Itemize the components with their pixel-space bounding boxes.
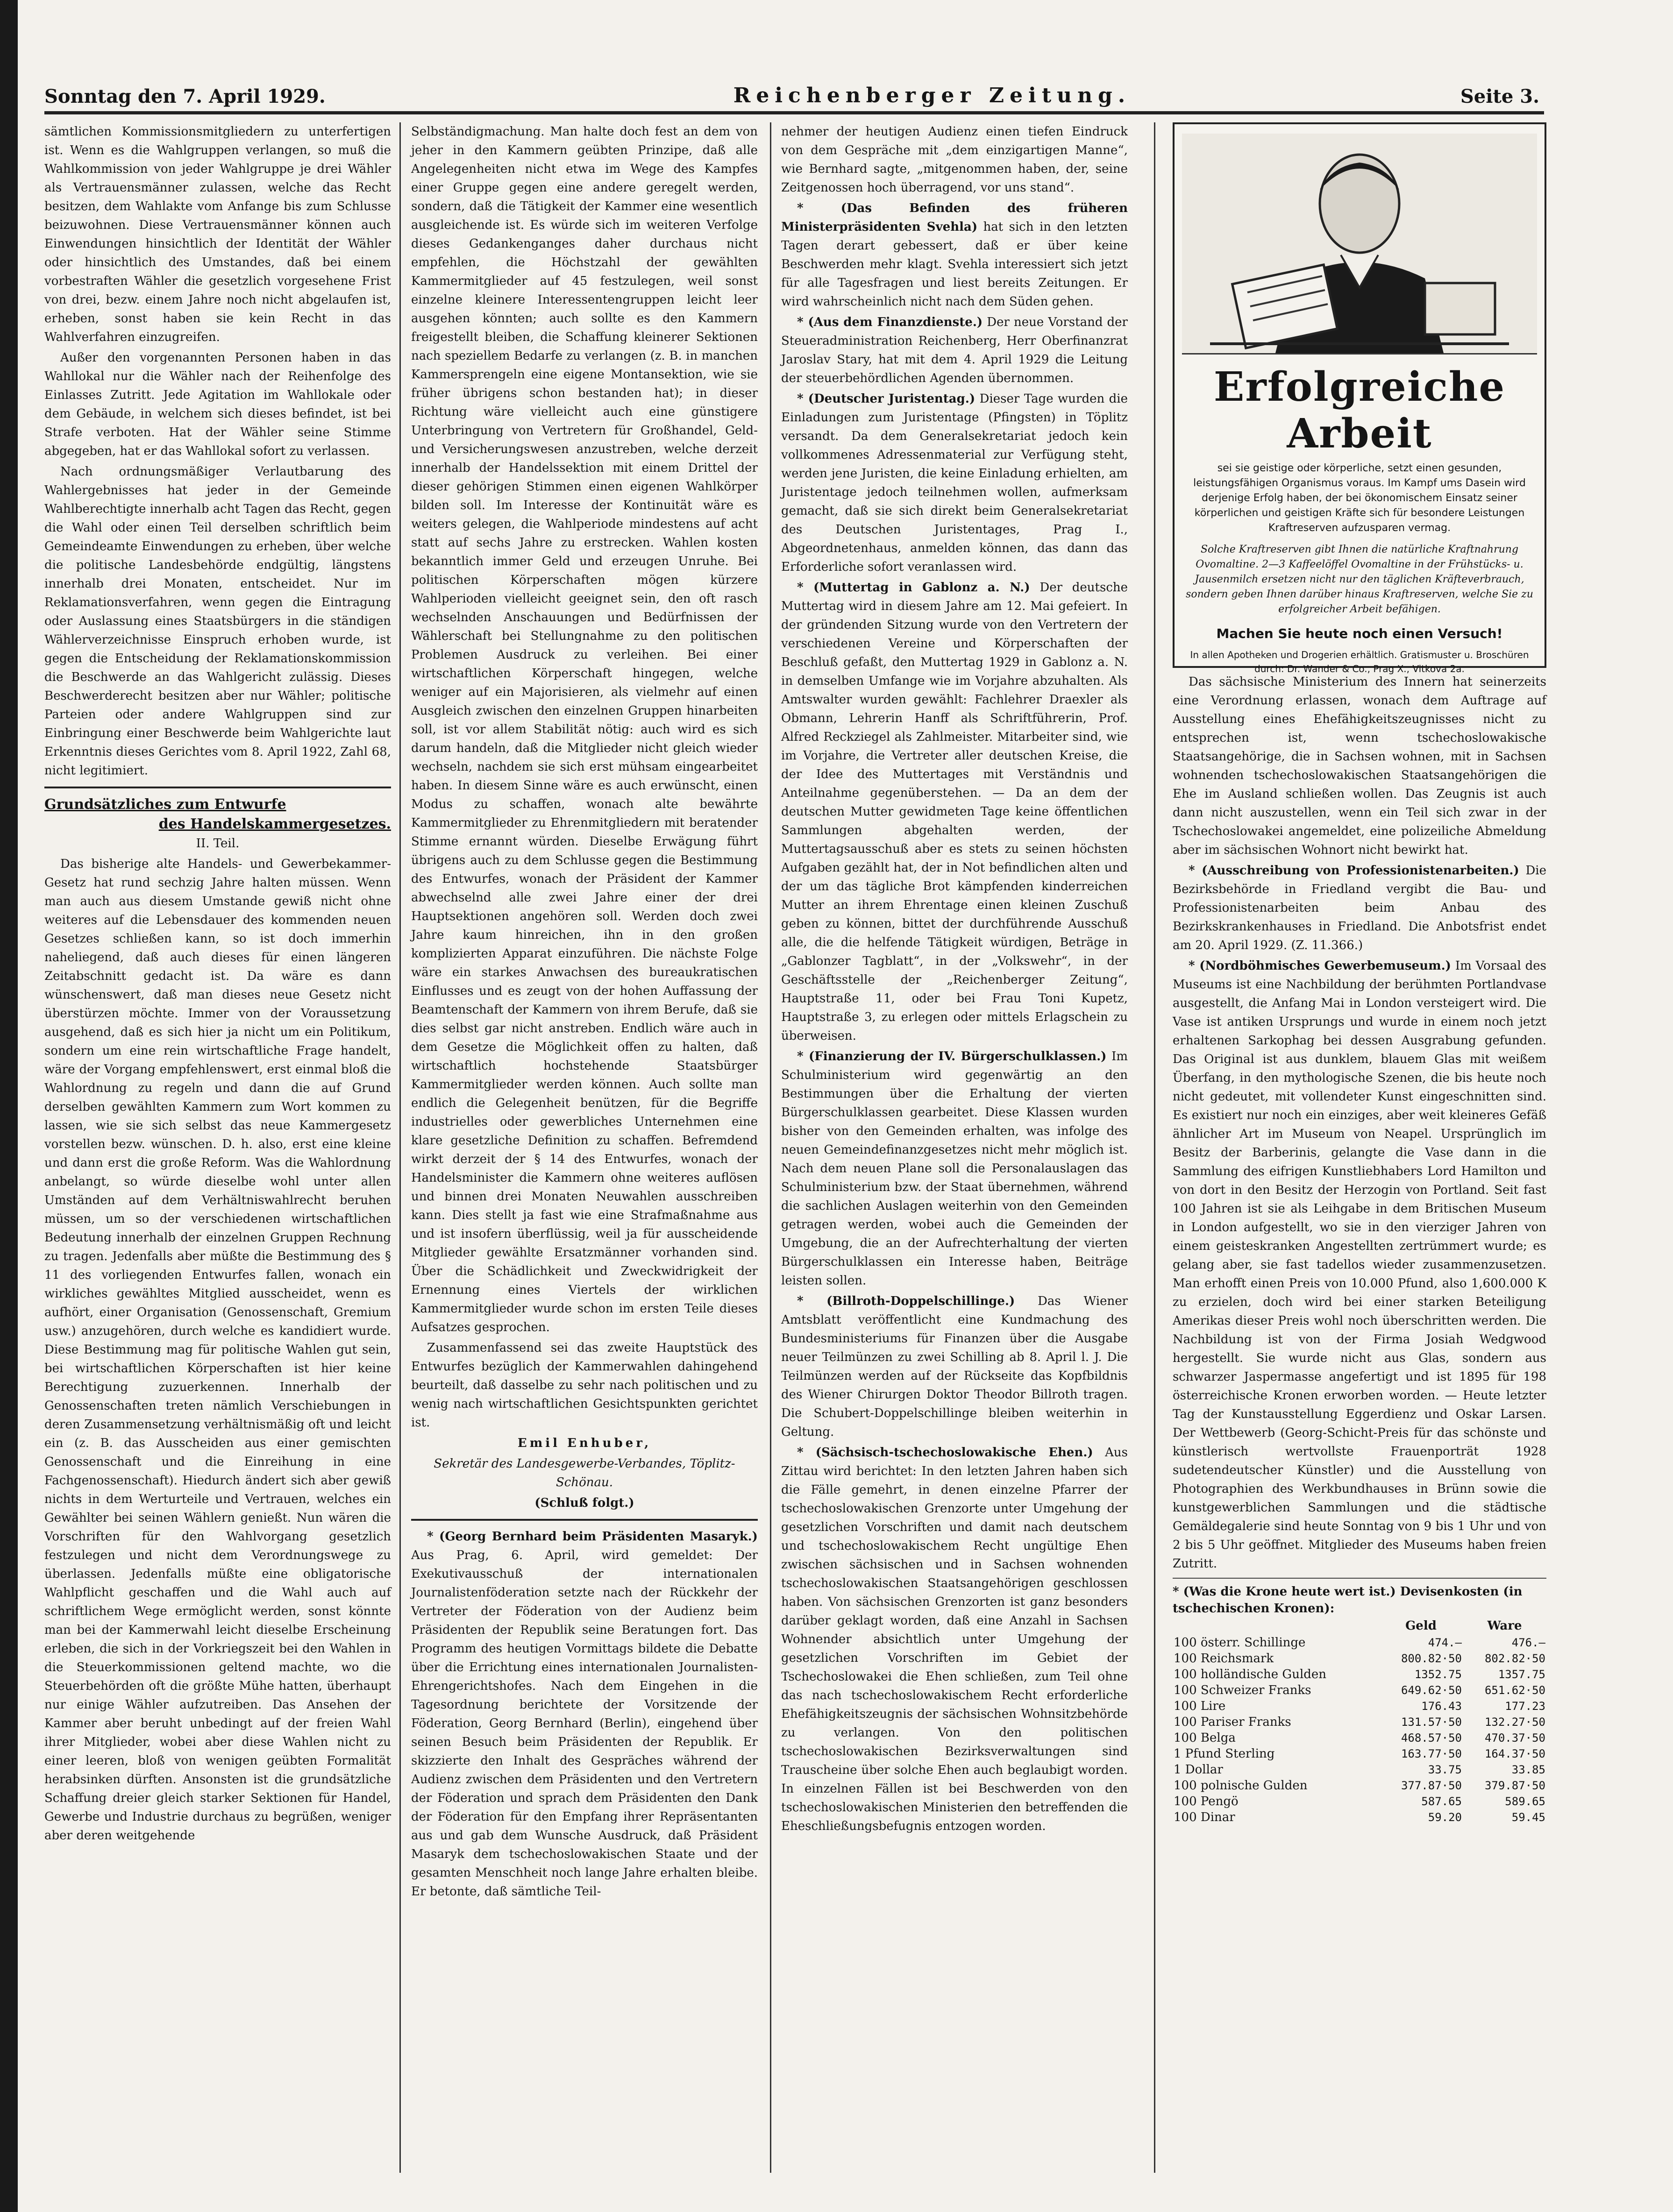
- section-rule: [1173, 1578, 1546, 1579]
- column-3: [781, 122, 1128, 1837]
- currency: 100 Pariser Franks: [1174, 1715, 1291, 1729]
- table-row: [1173, 1682, 1546, 1698]
- paragraph: Das sächsische Ministerium des Innern hat seinerzeits eine Verordnung erlassen, wonach dem Auftrage auf Ausstellung eines Ehefähigkeitszeugnisses nicht zu entsprechen ist, wenn tschechoslowakische Staatsangehörige, die in Sachsen wohnen, mit in Sachsen wohnenden tschechoslowakischen Staatsangehörigen die Ehe im Ausland schließen wollen. Das Zeugnis ist auch dann nicht auszustellen, wenn ein Teil sich zwar in der Tschechoslowakei angemeldet, eine polizeiliche Abmeldung aber im sächsischen Wohnort nicht bewirkt hat.: [1173, 675, 1546, 857]
- column-header: Geld: [1405, 1619, 1437, 1633]
- column-divider: [770, 122, 771, 2173]
- paragraph: nehmer der heutigen Audienz einen tiefen Eindruck von dem Gespräche mit „dem einzigartigen Manne“, wie Bernhard sagte, „mitgenommen haben, der, seine Zeitgenossen hoch überragend, vor uns stand“.: [781, 125, 1128, 195]
- column-4: [1173, 122, 1546, 1825]
- bid: 474.—: [1428, 1636, 1462, 1649]
- currency: 100 polnische Gulden: [1174, 1779, 1308, 1793]
- bid: 131.57·50: [1401, 1716, 1462, 1729]
- ask: 1357.75: [1498, 1668, 1545, 1681]
- news-text: Dieser Tage wurden die Einladungen zum Juristentage (Pfingsten) in Töplitz versandt. Da dem Generalsekretariat jedoch kein vollkommenes Adressenmaterial zur Verfügung steht, werden jene Juristen, die keine Einladung erhielten, am Juristentage jedoch teilnehmen wollen, aufmerksam gemacht, daß sie sich direkt beim Generalsekretariat des Deutschen Juristentages, Prag I., Abgeordnetenhaus, anmelden können, das dann das Erforderliche sofort veranlassen wird.: [781, 392, 1128, 574]
- news-text: Im Vorsaal des Museums ist eine Nachbildung der berühmten Portlandvase ausgestellt, die Anfang Mai in London versteigert wird. Die Vase ist antiken Ursprungs und wurde in einem noch jetzt erhaltenen Sarkophag bei dessen Ausgrabung gefunden. Das Original ist aus dunklem, blauem Glas mit weißem Überfang, in den mythologische Szenen, die bis heute noch nicht gedeutet, mit vollendeter Kunst eingeschnitten sind. Es existiert nur noch ein einziges, aber weit kleineres Gefäß ähnlicher Art im Museum von Neapel. Ursprünglich im Besitz der Barberinis, gelangte die Vase dann in die Sammlung des eifrigen Kunstliebhabers Lord Hamilton und von dort in den Besitz der Herzogin von Portland. Seit fast 100 Jahren ist sie als Leihgabe in dem Britischen Museum in London aufgestellt, wo sie in den vierziger Jahren von einem geisteskranken Angestellten zertrümmert wurde; es gelang aber, sie fast tadellos wieder zusammenzusetzen. Man erhofft einen Preis von 10.000 Pfund, also 1,600.000 K zu erzielen, doch wird bei einer starken Beteiligung Amerikas dieser Preis wohl noch überschritten werden. Die Nachbildung ist von der Firma Josiah Wedgwood hergestellt. Sie wurde nicht aus Glas, sondern aus schwarzer Jaspermasse angefertigt und ist 1895 für 198 österreichische Kronen erworben worden. — Heute letzter Tag der Kunstausstellung Eggerdienz und Oskar Larsen. Der Wettbewerb (Georg-Schicht-Preis für das schönste und künstlerisch wertvollste Frauenporträt 1928 sudetendeutscher Künstler) und die Ausstellung von Photographien des Werkbundhauses in Brünn sowie die kunstgewerblichen Sammlungen und die städtische Gemäldegalerie sind heute Sonntag von 9 bis 1 Uhr und von 2 bis 5 Uhr geöffnet. Mitglieder des Museums haben freien Zutritt.: [1173, 959, 1546, 1571]
- exchange-rates-table: [1173, 1617, 1546, 1825]
- bid: 800.82·50: [1401, 1652, 1462, 1665]
- exchange-rates-title: * (Was die Krone heute wert ist.) Devisenkosten (in tschechischen Kronen):: [1173, 1585, 1523, 1616]
- ask: 651.62·50: [1484, 1684, 1545, 1697]
- ad-product-text: Solche Kraftreserven gibt Ihnen die natürliche Kraftnahrung Ovomaltine. 2—3 Kaffeelöffel Ovomaltine in der Frühstücks- u. Jausenmilch ersetzen nicht nur den täglichen Kräfteverbrauch, sondern geben Ihnen darüber hinaus Kraftreserven, welche Sie zu erfolgreicher Arbeit befähigen.: [1186, 544, 1533, 615]
- column-divider: [1154, 122, 1155, 2173]
- paragraph: Nach ordnungsmäßiger Verlautbarung des Wahlergebnisses hat jeder in der Gemeinde Wahlberechtigte innerhalb acht Tagen das Recht, gegen die Wahl oder einen Teil derselben schriftlich beim Gemeindeamte Einwendungen zu erheben, über welche die politische Landesbehörde endgültig, längstens innerhalb drei Monaten, entscheidet. Nur im Reklamationsverfahren, wenn gegen die Eintragung oder Auslassung eines Staatsbürgers in die ständigen Wählerverzeichnisse Einspruch erhoben wurde, ist gegen die Entscheidung der Reklamationskommission die Beschwerde an das Wahlgericht zulässig. Dieses Beschwerderecht besitzen aber nur Wähler; politische Parteien oder andere Wahlgruppen sind zur Einbringung einer Beschwerde beim Wahlgerichte laut Erkenntnis dieses Gerichtes vom 8. April 1922, Zahl 68, nicht legitimiert.: [44, 465, 391, 778]
- currency: 1 Pfund Sterling: [1174, 1747, 1275, 1761]
- table-row: [1173, 1698, 1546, 1714]
- paragraph: Selbständigmachung. Man halte doch fest an dem von jeher in den Kammern geübten Prinzipe, daß alle Angelegenheiten nicht etwa im Wege des Kampfes einer Gruppe gegen eine andere geregelt werden, sondern, daß die Tätigkeit der Kammer eine wesentlich ausgleichende ist. Es würde sich im weiteren Verfolge dieses Gedankenganges daher durchaus nicht empfehlen, die Höchstzahl der gewählten Kammermitglieder auf 45 festzulegen, weil sonst einzelne kleinere Interessentengruppen leicht leer ausgehen könnten; auch sollte es den Kammern freigestellt bleiben, die Schaffung kleinerer Sektionen nach speziellem Bedarfe zu verlangen (z. B. in manchen Kammersprengeln eine eigene Montansektion, wie sie früher übrigens schon bestanden hat); in dieser Richtung wäre vielleicht auch eine günstigere Unterbringung von Vertretern für Großhandel, Geld- und Versicherungswesen anzustreben, welche derzeit innerhalb der Handelssektion mit einem Drittel der dieser gehörigen Stimmen einen eigenen Wahlkörper bilden soll. Im Interesse der Kontinuität wäre es weiters gelegen, die Wahlperiode mindestens auf acht statt auf sechs Jahre zu erstrecken. Wahlen kosten bekanntlich immer Geld und erzeugen Unruhe. Bei politischen Körperschaften mögen kürzere Wahlperioden vielleicht geeignet sein, den oft rasch wechselnden Anschauungen und Bedürfnissen der Wählerschaft bei Stellungnahme zu den politischen Problemen Ausdruck zu verleihen. Bei einer wirtschaftlichen Körperschaft hingegen, welche weniger auf ein Majorisieren, als vielmehr auf einen Ausgleich zwischen den einzelnen Gruppen hinarbeiten soll, ist vor allem Stabilität nötig: auch wird es sich darum handeln, daß die Mitglieder nicht gleich wieder wechseln, nachdem sie sich erst mühsam eingearbeitet haben. In diesem Sinne wäre es auch erwünscht, einen Modus zu schaffen, wonach alte bewährte Kammermitglieder zu Ehrenmitgliedern mit beratender Stimme ernannt würden. Dieselbe Erwägung führt übrigens auch zu dem Schlusse gegen die Bestimmung des Entwurfes, wonach der Präsident der Kammer abwechselnd alle zwei Jahre einer der drei Hauptsektionen angehören soll. Werden doch zwei Jahre kaum hinreichen, ihn in den großen komplizierten Apparat einzuführen. Die nächste Folge wäre ein starkes Anwachsen des bureaukratischen Einflusses und es zeugt von der hohen Auffassung der Beamtenschaft der Kammern von ihrem Berufe, daß sie dies selbst gar nicht anstreben. Endlich wäre auch in dem Gesetze die Möglichkeit offen zu halten, daß wirtschaftlich hochstehende Staatsbürger Kammermitglieder werden können. Auch sollte man endlich die Gelegenheit benützen, für die Begriffe industrielles oder gewerbliches Unternehmen eine klare gesetzliche Definition zu schaffen. Befremdend wirkt derzeit der § 14 des Entwurfes, wonach der Handelsminister die Kammern ohne weiteres auflösen und binnen drei Monaten Neuwahlen ausschreiben kann. Dies stellt ja fast wie eine Strafmaßnahme aus und ist insofern überflüssig, weil ja für ausscheidende Mitglieder gewählte Ersatzmänner vorhanden sind. Über die Schädlichkeit und Zweckwidrigkeit der Ernennung eines Viertels der wirklichen Kammermitglieder wurde schon im ersten Teile dieses Aufsatzes gesprochen.: [411, 125, 758, 1334]
- section-rule: [411, 1519, 758, 1521]
- table-row: [1173, 1651, 1546, 1666]
- paragraph: Das bisherige alte Handels- und Gewerbekammer-Gesetz hat rund sechzig Jahre halten müssen. Wenn man auch aus diesem Umstande gewiß nicht ohne weiteres auf die Lebensdauer des kommenden neuen Gesetzes schließen kann, so ist doch immerhin naheliegend, daß auch dieses für einen längeren Zeitabschnitt gedacht ist. Da wäre es dann wünschenswert, daß man dieses neue Gesetz nicht überstürzen möchte. Immer von der Voraussetzung ausgehend, daß es sich hier ja nicht um ein Politikum, sondern um eine rein wirtschaftliche Frage handelt, wäre der Vorgang empfehlenswert, erst einmal bloß die Wahlordnung zu regeln und dann die auf Grund derselben gewählten Kammern zum Wort kommen zu lassen, wie sie sich selbst das neue Kammergesetz vorstellen bezw. wünschen. D. h. also, erst eine kleine und dann erst die große Reform. Was die Wahlordnung anbelangt, so würde dieselbe wohl unter allen Umständen auf dem Verhältniswahlrecht beruhen müssen, um so der verschiedenen wirtschaftlichen Bedeutung innerhalb der einzelnen Gruppen Rechnung zu tragen. Jedenfalls aber müßte die Bestimmung des § 11 des vorliegenden Entwurfes fallen, wonach ein wirkliches gewähltes Mitglied ausscheidet, wenn es aufhört, einer Organisation (Genossenschaft, Gremium usw.) anzugehören, durch welche es kandidiert wurde. Diese Bestimmung mag für politische Wahlen gut sein, bei wirtschaftlichen Körperschaften ist hier keine Berechtigung zuzuerkennen. Innerhalb der Genossenschaften treten nämlich Verschiebungen in deren Zusammensetzung verhältnismäßig oft und leicht ein (z. B. das Ausscheiden aus einer gemischten Genossenschaft und die Einreihung in eine Fachgenossenschaft). Hiedurch ändert sich aber gewiß nichts in dem Werturteile und Vertrauen, welches ein Gewählter bei seinen Wählern genießt. Nun wären die Vorschriften für den Wahlvorgang gesetzlich festzulegen und nicht dem Verordnungswege zu überlassen. Jedenfalls müßte eine obligatorische Wahlpflicht geschaffen und die Wahl auch auf schriftlichem Wege ermöglicht werden, sonst könnte man bei der Kammerwahl leicht dieselbe Erscheinung erleben, die sich in der Vorkriegszeit bei den Wahlen in die Steuerkommissionen geltend machte, wo die Steuerbehörden oft die größte Mühe hatten, überhaupt nur einige Wähler aufzutreiben. Das Ansehen der Kammer aber beruht unbedingt auf der freien Wahl ihrer Mitglieder, wobei aber diese Wahlen nicht zu einer leeren, bloß von wenigen geübten Formalität herabsinken dürften. Ansonsten ist die grundsätzliche Schaffung dreier gleich starker Sektionen für Handel, Gewerbe und Industrie durchaus zu begrüßen, weniger aber deren weitgehende: [44, 857, 391, 1843]
- table-header-row: [1173, 1617, 1546, 1635]
- news-item: [781, 199, 1128, 311]
- column-header: Ware: [1487, 1619, 1522, 1633]
- author-name: Emil Enhuber,: [517, 1436, 652, 1450]
- bid: 587.65: [1421, 1795, 1462, 1808]
- news-lead: * (Georg Bernhard beim Präsidenten Masaryk.): [427, 1530, 758, 1544]
- ad-footer-text: In allen Apotheken und Drogerien erhältlich. Gratismuster u. Broschüren durch: Dr. Wander & Co., Prag X., Vitkova 2a.: [1190, 649, 1529, 674]
- table-row: [1173, 1762, 1546, 1778]
- ask: 132.27·50: [1484, 1716, 1545, 1729]
- ad-illustration: [1182, 134, 1537, 354]
- ask: 470.37·50: [1484, 1731, 1545, 1744]
- news-text: Der deutsche Muttertag wird in diesem Jahre am 12. Mai gefeiert. In der gründenden Sitzung wurde von den Vertretern der verschiedenen Vereine und Körperschaften der Beschluß gefaßt, den Muttertag 1929 in Gablonz a. N. in demselben Umfange wie im Vorjahre abzuhalten. Als Amtswalter wurden gewählt: Fachlehrer Draexler als Obmann, Lehrerin Hanff als Schriftführerin, Prof. Alfred Reckziegel als Zahlmeister. Mitarbeiter sind, wie im Vorjahre, die Vertreter aller deutschen Kreise, die der Idee des Muttertages mit Verständnis und Anteilnahme gegenüberstehen. — Da an dem der deutschen Mutter gewidmeten Tage keine öffentlichen Sammlungen abgehalten werden, der Muttertagsausschuß aber es stets zu seinen höchsten Aufgaben gezählt hat, der in Not befindlichen alten und der um das tägliche Brot kämpfenden kinderreichen Mutter an ihrem Ehrentage einen kleinen Zuschuß geben zu können, bittet der durchführende Ausschuß alle, die die helfende Tätigkeit würdigen, Beträge in „Gablonzer Tagblatt“, in der „Volkswehr“, in der Geschäftsstelle der „Reichenberger Zeitung“, Hauptstraße 11, oder bei Frau Toni Kupetz, Hauptstraße 3, zu erlegen oder mittels Erlagschein zu überweisen.: [781, 581, 1128, 1043]
- table-row: [1173, 1794, 1546, 1809]
- bid: 649.62·50: [1401, 1684, 1462, 1697]
- news-text: Aus Zittau wird berichtet: In den letzten Jahren haben sich die Fälle gemehrt, in denen einzelne Pfarrer der tschechoslowakischen Grenzorte unter Umgehung der gesetzlichen Vorschriften und damit nach deutschem und tschechoslowakischem Recht ungültige Ehen zwischen sächsischen und in Sachsen wohnenden tschechoslowakischen Staatsangehörigen geschlossen haben. Von sächsischen Grenzorten ist ganz besonders darüber geklagt worden, daß eine Anzahl in Sachsen Wohnender absichtlich unter Umgehung der gesetzlichen Vorschriften im Gebiet der Tschechoslowakei die Ehen schließen, zum Teil ohne das nach tschechoslowakischem Recht erforderliche Ehefähigkeitszeugnis der sächsischen Wohnsitzbehörde zu verlangen. Von den politischen tschechoslowakischen Bezirksverwaltungen sind Trauscheine über solche Ehen auch beglaubigt worden. In einzelnen Fällen ist bei Beschwerden von den tschechoslowakischen Ministerien den betreffenden die Eheschließungsbefugnis entzogen worden.: [781, 1446, 1128, 1833]
- column-divider: [399, 122, 401, 2173]
- bid: 1352.75: [1414, 1668, 1462, 1681]
- news-item: [781, 578, 1128, 1045]
- news-item: [781, 390, 1128, 576]
- page-header: [44, 70, 1539, 107]
- currency: 100 Belga: [1174, 1731, 1236, 1745]
- header-rule: [44, 111, 1544, 114]
- news-text: Das Wiener Amtsblatt veröffentlicht eine Kundmachung des Bundesministeriums für Finanzen über die Ausgabe neuer Teilmünzen zu zwei Schilling ab 8. April l. J. Die Teilmünzen werden auf der Rückseite das Kopfbildnis des Wiener Chirurgen Doktor Theodor Billroth tragen. Die Schubert-Doppelschillinge bleiben weiterhin in Geltung.: [781, 1294, 1128, 1439]
- ask: 164.37·50: [1484, 1747, 1545, 1760]
- bid: 468.57·50: [1401, 1731, 1462, 1744]
- news-item: [781, 1047, 1128, 1290]
- paragraph: Zusammenfassend sei das zweite Hauptstück des Entwurfes bezüglich der Kammerwahlen dahingehend beurteilt, daß dasselbe zu sehr nach politischen und zu wenig nach wirtschaftlichen Gesichtspunkten gerichtet ist.: [411, 1341, 758, 1430]
- news-item: [1173, 861, 1546, 955]
- currency: 100 Lire: [1174, 1699, 1226, 1713]
- currency: 100 Reichsmark: [1174, 1652, 1274, 1666]
- news-lead: * (Nordböhmisches Gewerbemuseum.): [1189, 959, 1451, 973]
- news-item: [1173, 957, 1546, 1573]
- news-text: Aus Prag, 6. April, wird gemeldet: Der Exekutivausschuß der internationalen Journalistenföderation setzte nach der Rückkehr der Vertreter der Föderation von der Audienz beim Präsidenten der Republik seine Beratungen fort. Das Programm des heutigen Vormittags bildete die Debatte über die Errichtung eines internationalen Journalisten-Ehrengerichtshofes. Nach dem Eingehen in die Tagesordnung berichtete der Vorsitzende der Föderation, Georg Bernhard (Berlin), eingehend über seinen Besuch beim Präsidenten der Republik. Er skizzierte den Inhalt des Gespräches während der Audienz zwischen dem Präsidenten und den Vertretern der Föderation und sprach dem Präsidenten den Dank der Föderation für den Empfang ihrer Repräsentanten aus und gab dem Wunsche Ausdruck, daß Präsident Masaryk dem tschechoslowakischen Staate und der gesamten Menschheit noch lange Jahre erhalten bleibe. Er betonte, daß sämtliche Teil-: [411, 1548, 758, 1899]
- paragraph: sämtlichen Kommissionsmitgliedern zu unterfertigen ist. Wenn es die Wahlgruppen verlangen, so muß die Wahlkommission von jeder Wahlgruppe je drei Wähler als Vertrauensmänner zulassen, welche das Recht besitzen, dem Wahlakte vom Anfange bis zum Schlusse beizuwohnen. Diese Vertrauensmänner können auch Einwendungen hinsichtlich der Identität der Wähler oder hinsichtlich des Umstandes, daß bei einem vorbestraften Wähler die gesetzlich vorgesehene Frist von drei, bezw. einem Jahre noch nicht abgelaufen ist, erheben, sonst haben sie kein Recht in das Wahlverfahren einzugreifen.: [44, 125, 391, 344]
- ad-body-text: sei sie geistige oder körperliche, setzt einen gesunden, leistungsfähigen Organismus voraus. Im Kampf ums Dasein wird derjenige Erfolg haben, der bei ökonomischem Einsatz seiner körperlichen und geistigen Kräfte sich für besondere Leistungen Kraftreserven aufzusparen vermag.: [1193, 462, 1526, 534]
- currency: 100 holländische Gulden: [1174, 1667, 1327, 1681]
- table-row: [1173, 1778, 1546, 1794]
- ovomaltine-advertisement: [1173, 122, 1546, 674]
- ask: 476.—: [1511, 1636, 1545, 1649]
- ask: 177.23: [1505, 1700, 1545, 1713]
- ask: 59.45: [1511, 1811, 1545, 1824]
- news-item: [411, 1527, 758, 1901]
- article-title-line2: des Handelskammergesetzes.: [158, 816, 391, 832]
- news-item: [781, 1443, 1128, 1836]
- continuation-note: (Schluß folgt.): [534, 1496, 634, 1510]
- news-lead: * (Deutscher Juristentag.): [797, 392, 975, 406]
- news-lead: * (Das Befinden des früheren Ministerpräsidenten Svehla): [781, 201, 1128, 234]
- column-1: [44, 122, 391, 1847]
- section-rule: [44, 787, 391, 788]
- currency: 100 Schweizer Franks: [1174, 1683, 1311, 1697]
- ask: 33.85: [1511, 1763, 1545, 1776]
- author-role: Sekretär des Landesgewerbe-Verbandes, Töplitz-Schönau.: [434, 1457, 735, 1489]
- news-lead: * (Sächsisch-tschechoslowakische Ehen.): [797, 1446, 1093, 1460]
- currency: 100 Pengö: [1174, 1794, 1239, 1808]
- bid: 59.20: [1428, 1811, 1462, 1824]
- news-text: Der neue Vorstand der Steueradministration Reichenberg, Herr Oberfinanzrat Jaroslav Stary, hat mit dem 4. April 1929 die Leitung der steuerbehördlichen Agenden übernommen.: [781, 315, 1128, 385]
- masthead: Reichenberger Zeitung.: [733, 84, 1131, 107]
- bid: 377.87·50: [1401, 1779, 1462, 1792]
- news-text: Die Bezirksbehörde in Friedland vergibt die Bau- und Professionistenarbeiten beim Anbau des Bezirkskrankenhauses in Friedland. Die Anbotsfrist endet am 20. April 1929. (Z. 11.366.): [1173, 864, 1546, 952]
- column-header: [1173, 1617, 1379, 1635]
- table-row: [1173, 1730, 1546, 1746]
- news-item: [781, 1292, 1128, 1441]
- bid: 33.75: [1428, 1763, 1462, 1776]
- table-row: [1173, 1714, 1546, 1730]
- news-lead: * (Muttertag in Gablonz a. N.): [797, 581, 1030, 595]
- currency: 100 österr. Schillinge: [1174, 1636, 1306, 1650]
- ask: 589.65: [1505, 1795, 1545, 1808]
- news-lead: * (Aus dem Finanzdienste.): [797, 315, 983, 329]
- page-number: Seite 3.: [1460, 85, 1539, 107]
- table-row: [1173, 1666, 1546, 1682]
- table-row: [1173, 1746, 1546, 1762]
- column-2: [411, 122, 758, 1903]
- paragraph: Außer den vorgenannten Personen haben in das Wahllokal nur die Wähler nach der Reihenfolge des Einlasses Zutritt. Jede Agitation im Wahllokale oder dem Gebäude, in welchem sich dieses befindet, ist bei Strafe verboten. Hat der Wähler seine Stimme abgegeben, hat er das Wahllokal sofort zu verlassen.: [44, 351, 391, 458]
- man-reading-illustration: [1182, 134, 1537, 353]
- scan-edge-shadow: [0, 0, 18, 2212]
- issue-date: Sonntag den 7. April 1929.: [44, 85, 326, 107]
- article-title: Grundsätzliches zum Entwurfe: [44, 796, 286, 813]
- ad-headline: Erfolgreiche Arbeit: [1213, 363, 1506, 457]
- ad-call-to-action: Machen Sie heute noch einen Versuch!: [1216, 626, 1503, 641]
- article-part: II. Teil.: [196, 837, 240, 851]
- ask: 802.82·50: [1484, 1652, 1545, 1665]
- news-lead: * (Finanzierung der IV. Bürgerschulklassen.): [797, 1049, 1107, 1063]
- ask: 379.87·50: [1484, 1779, 1545, 1792]
- news-text: hat sich in den letzten Tagen derart gebessert, daß er über keine Beschwerden mehr klagt. Svehla interessiert sich jetzt für alle Tagesfragen und liest bereits Zeitungen. Er wird wahrscheinlich nicht nach dem Süden gehen.: [781, 220, 1128, 309]
- bid: 176.43: [1421, 1700, 1462, 1713]
- currency: 100 Dinar: [1174, 1810, 1235, 1824]
- currency: 1 Dollar: [1174, 1763, 1223, 1777]
- news-lead: * (Billroth-Doppelschillinge.): [797, 1294, 1015, 1308]
- table-row: [1173, 1809, 1546, 1825]
- news-lead: * (Ausschreibung von Professionistenarbeiten.): [1189, 864, 1519, 878]
- table-row: [1173, 1635, 1546, 1651]
- news-item: [781, 313, 1128, 388]
- bid: 163.77·50: [1401, 1747, 1462, 1760]
- news-text: Im Schulministerium wird gegenwärtig an den Bestimmungen über die Erhaltung der vierten Bürgerschulklassen gearbeitet. Diese Klassen wurden bisher von den Gemeinden erhalten, was infolge des neuen Gemeindefinanzgesetzes nicht mehr möglich ist. Nach dem neuen Plane soll die Personalauslagen das Schulministerium bzw. der Staat übernehmen, während die sachlichen Auslagen weiterhin von den Gemeinden getragen werden, wobei auch die Gemeinden der Umgebung, die an der Aufrechterhaltung der vierten Bürgerschulklassen ein Interesse haben, Beiträge leisten sollen.: [781, 1049, 1128, 1288]
